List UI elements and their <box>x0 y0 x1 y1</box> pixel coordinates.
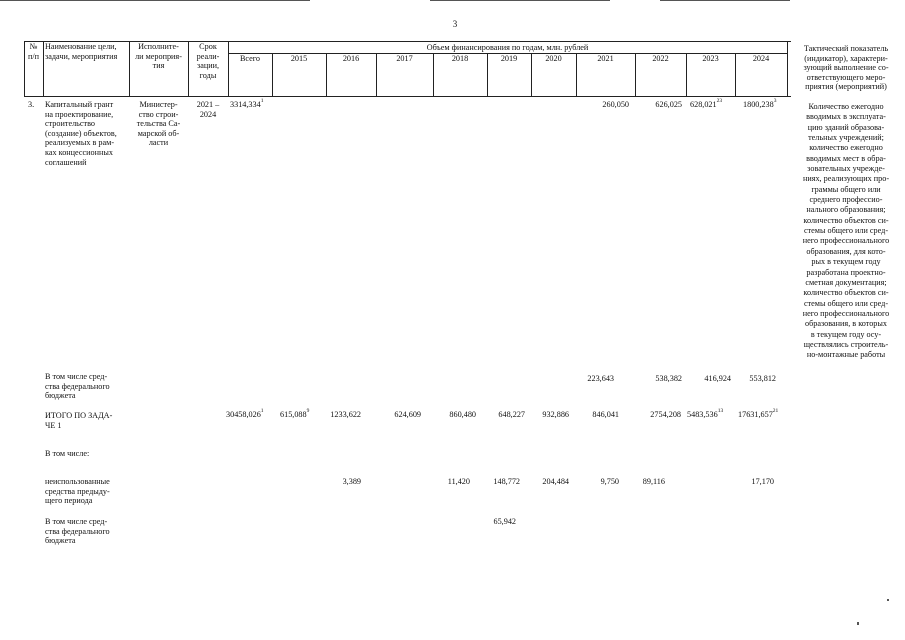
total-label: ИТОГО ПО ЗАДА- ЧЕ 1 <box>45 411 113 430</box>
col-header-2019: 2019 <box>500 54 518 63</box>
col-header-2023: 2023 <box>702 54 719 63</box>
total-2015: 615,088$^9$ <box>280 408 310 419</box>
row3-indicator: Количество ежегодно вводимых в эксплуата- цию зданий образова- тельных учреждений; количество ежегодно вводимых мест в обра- зовательных учрежде- ниях, реализующих про- граммы общего или среднего профессио- нального образования; количество объектов си- стемы общего или сред- него профессионального образования, для кото- рых в текущем году разработана проектно- сметная документация; количество объектов си- стемы общего или сред- него профессионального образования, в которых в текущем году осу- ществлялись строитель- но-монтажные работы <box>802 102 890 360</box>
unused-federal-2019: 65,942 <box>493 517 516 526</box>
row3-2024: 1800,238$^3$ <box>743 98 777 109</box>
federal-label: В том числе сред- ства федерального бюджета <box>45 372 110 401</box>
unused-label: неиспользованные средства предыду- щего периода <box>45 477 110 506</box>
col-header-2018: 2018 <box>451 54 469 63</box>
header-num: № п/п <box>27 42 40 61</box>
federal-2023: 416,924 <box>704 374 731 383</box>
unused-2020: 204,484 <box>542 477 569 486</box>
header-indicator: Тактический показатель (индикатор), характери- зующий выполнение со- ответствующего меро- приятия (мероприятий) <box>803 44 889 92</box>
federal-2024: 553,812 <box>749 374 776 383</box>
col-header-2022: 2022 <box>652 54 669 63</box>
total-2019: 648,227 <box>498 410 525 419</box>
unused-2018: 11,420 <box>447 477 470 486</box>
row3-number: 3. <box>28 100 35 109</box>
col-header-2015: 2015 <box>290 54 308 63</box>
scan-speck <box>857 622 859 625</box>
col-header-2024: 2024 <box>752 54 770 63</box>
federal-2022: 538,382 <box>655 374 682 383</box>
total-2023: 5483,536$^{13}$ <box>687 408 724 419</box>
unused-2021: 9,750 <box>600 477 619 486</box>
total-2022: 2754,208 <box>650 410 681 419</box>
total-2021: 846,041 <box>592 410 619 419</box>
unused-2024: 17,170 <box>751 477 774 486</box>
total-2017: 624,609 <box>394 410 421 419</box>
row3-2023: 628,021$^{23}$ <box>690 98 723 109</box>
unused-federal-label: В том числе сред- ства федерального бюджета <box>45 517 110 546</box>
total-2016: 1233,622 <box>330 410 361 419</box>
col-header-2021: 2021 <box>597 54 614 63</box>
total-all: 30458,026$^1$ <box>226 408 264 419</box>
header-funding: Объем финансирования по годам, млн. рублей <box>426 43 589 52</box>
row3-2022: 626,025 <box>655 100 682 109</box>
scan-speck <box>887 599 889 601</box>
header-name: Наименование цели, задачи, мероприятия <box>45 42 118 61</box>
page-number: 3 <box>452 19 458 29</box>
total-2018: 860,480 <box>449 410 476 419</box>
col-header-2020: 2020 <box>545 54 562 63</box>
unused-2022: 89,116 <box>642 477 665 486</box>
col-header-2017: 2017 <box>396 54 413 63</box>
row3-name: Капитальный грант на проектирование, строительство (создание) объектов, реализуемых в рам- ках концессионных соглашений <box>45 100 117 167</box>
row3-total: 3314,334$^1$ <box>230 98 264 109</box>
header-executor: Исполните- ли мероприя- тия <box>135 42 182 71</box>
row3-executor: Министер- ство строи- тельства Са- марской об- ласти <box>136 100 181 148</box>
col-header-2016: 2016 <box>342 54 360 63</box>
row3-2021: 260,050 <box>602 100 629 109</box>
unused-2019: 148,772 <box>493 477 520 486</box>
col-header-total: Всего <box>239 54 261 63</box>
federal-2021: 223,643 <box>587 374 614 383</box>
header-term: Срок реали- зации, годы <box>196 42 220 80</box>
unused-2016: 3,389 <box>342 477 361 486</box>
total-2020: 932,886 <box>542 410 569 419</box>
total-2024: 17631,657$^{21}$ <box>738 408 779 419</box>
including-label: В том числе: <box>45 449 90 458</box>
row3-term: 2021 – 2024 <box>196 100 220 119</box>
